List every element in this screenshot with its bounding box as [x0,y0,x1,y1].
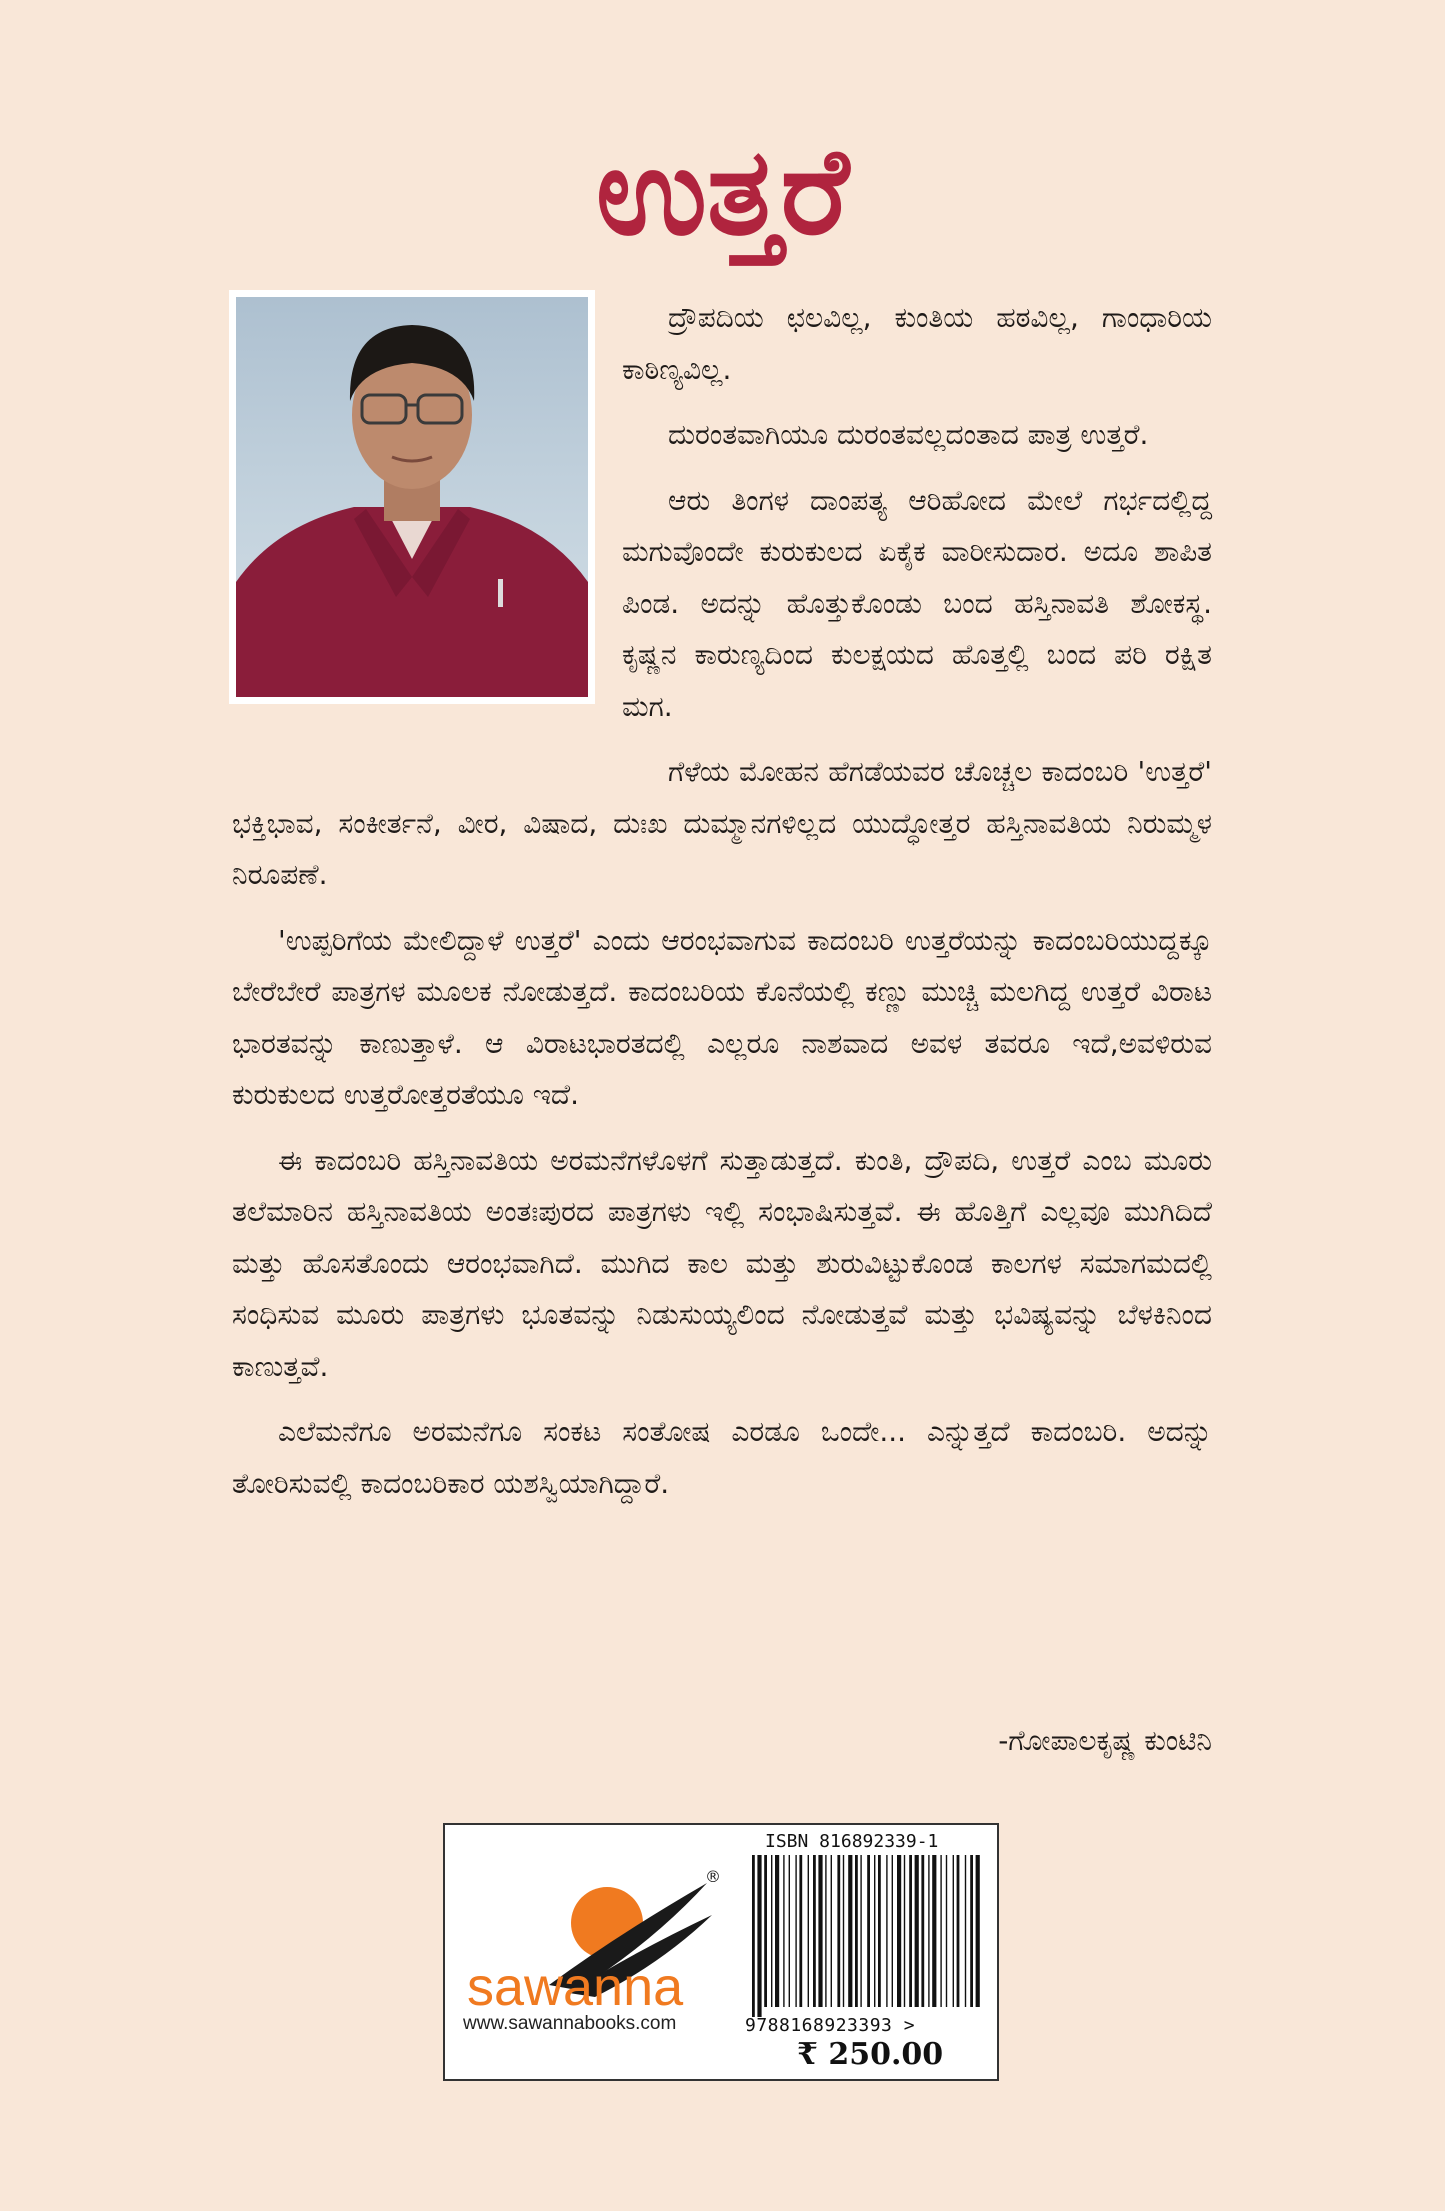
blurb-paragraph: 'ಉಪ್ಪರಿಗೆಯ ಮೇಲಿದ್ದಾಳೆ ಉತ್ತರೆ' ಎಂದು ಆರಂಭವಾಗುವ ಕಾದಂಬರಿ ಉತ್ತರೆಯನ್ನು ಕಾದಂಬರಿಯುದ್ದಕ್ಕೂ ಬೇರೆಬೇರೆ ಪಾತ್ರಗಳ ಮೂಲಕ ನೋಡುತ್ತದೆ. ಕಾದಂಬರಿಯ ಕೊನೆಯಲ್ಲಿ ಕಣ್ಣು ಮುಚ್ಚಿ ಮಲಗಿದ್ದ ಉತ್ತರೆ ವಿರಾಟ ಭಾರತವನ್ನು ಕಾಣುತ್ತಾಳೆ. ಆ ವಿರಾಟಭಾರತದಲ್ಲಿ ಎಲ್ಲರೂ ನಾಶವಾದ ಅವಳ ತವರೂ ಇದೆ,ಅವಳಿರುವ ಕುರುಕುಲದ ಉತ್ತರೋತ್ತರತೆಯೂ ಇದೆ. [232,923,1212,1111]
barcode-icon [750,1855,985,2025]
blurb-paragraph: ದ್ರೌಪದಿಯ ಛಲವಿಲ್ಲ, ಕುಂತಿಯ ಹಠವಿಲ್ಲ, ಗಾಂಧಾರಿಯ ಕಾಠಿಣ್ಯವಿಲ್ಲ. [622,301,1212,386]
book-price: ₹ 250.00 [797,2037,944,2072]
blurb-paragraph: ಆರು ತಿಂಗಳ ದಾಂಪತ್ಯ ಆರಿಹೋದ ಮೇಲೆ ಗರ್ಭದಲ್ಲಿದ್ದ ಮಗುವೊಂದೇ ಕುರುಕುಲದ ಏಕೈಕ ವಾರೀಸುದಾರ. ಅದೂ ಶಾಪಿತ ಪಿಂಡ. ಅದನ್ನು ಹೊತ್ತುಕೊಂಡು ಬಂದ ಹಸ್ತಿನಾವತಿ ಶೋಕಸ್ಥ. ಕೃಷ್ಣನ ಕಾರುಣ್ಯದಿಂದ ಕುಲಕ್ಷಯದ ಹೊತ್ತಲ್ಲಿ ಬಂದ ಪರಿ ರಕ್ಷಿತ ಮಗ. [622,483,1212,723]
blurb-text [232,292,1212,1523]
barcode-digits: 9788168923393 > [745,2015,916,2036]
publisher-brand: sawanna [467,1957,684,2017]
publisher-website: www.sawannabooks.com [463,2013,677,2034]
blurb-paragraph: ದುರಂತವಾಗಿಯೂ ದುರಂತವಲ್ಲದಂತಾದ ಪಾತ್ರ ಉತ್ತರೆ. [668,418,1149,451]
book-title: ಉತ್ತರೆ [595,123,850,262]
blurb-paragraph: ಎಲೆಮನೆಗೂ ಅರಮನೆಗೂ ಸಂಕಟ ಸಂತೋಷ ಎರಡೂ ಒಂದೇ... ಎನ್ನುತ್ತದೆ ಕಾದಂಬರಿ. ಅದನ್ನು ತೋರಿಸುವಲ್ಲಿ ಕಾದಂಬರಿಕಾರ ಯಶಸ್ವಿಯಾಗಿದ್ದಾರೆ. [232,1415,1212,1500]
barcode-box [443,1823,999,2081]
blurb-paragraph: ಗೆಳೆಯ ಮೋಹನ ಹೆಗಡೆಯವರ ಚೊಚ್ಚಲ ಕಾದಂಬರಿ 'ಉತ್ತರೆ' ಭಕ್ತಿಭಾವ, ಸಂಕೀರ್ತನೆ, ವೀರ, ವಿಷಾದ, ದುಃಖ ದುಮ್ಮಾನಗಳಿಲ್ಲದ ಯುದ್ಧೋತ್ತರ ಹಸ್ತಿನಾವತಿಯ ನಿರುಮ್ಮಳ ನಿರೂಪಣೆ. [232,755,1212,891]
registered-mark: ® [705,1867,721,1886]
blurb-paragraph: ಈ ಕಾದಂಬರಿ ಹಸ್ತಿನಾವತಿಯ ಅರಮನೆಗಳೊಳಗೆ ಸುತ್ತಾಡುತ್ತದೆ. ಕುಂತಿ, ದ್ರೌಪದಿ, ಉತ್ತರೆ ಎಂಬ ಮೂರು ತಲೆಮಾರಿನ ಹಸ್ತಿನಾವತಿಯ ಅಂತಃಪುರದ ಪಾತ್ರಗಳು ಇಲ್ಲಿ ಸಂಭಾಷಿಸುತ್ತವೆ. ಈ ಹೊತ್ತಿಗೆ ಎಲ್ಲವೂ ಮುಗಿದಿದೆ ಮತ್ತು ಹೊಸತೊಂದು ಆರಂಭವಾಗಿದೆ. ಮುಗಿದ ಕಾಲ ಮತ್ತು ಶುರುವಿಟ್ಟುಕೊಂಡ ಕಾಲಗಳ ಸಮಾಗಮದಲ್ಲಿ ಸಂಧಿಸುವ ಮೂರು ಪಾತ್ರಗಳು ಭೂತವನ್ನು ನಿಡುಸುಯ್ಯಲಿಂದ ನೋಡುತ್ತವೆ ಮತ್ತು ಭವಿಷ್ಯವನ್ನು ಬೆಳಕಿನಿಂದ ಕಾಣುತ್ತವೆ. [232,1143,1212,1383]
isbn-label: ISBN 816892339-1 [765,1831,939,1852]
blurb-signature: -ಗೋಪಾಲಕೃಷ್ಣ ಕುಂಟಿನಿ [998,1724,1212,1757]
